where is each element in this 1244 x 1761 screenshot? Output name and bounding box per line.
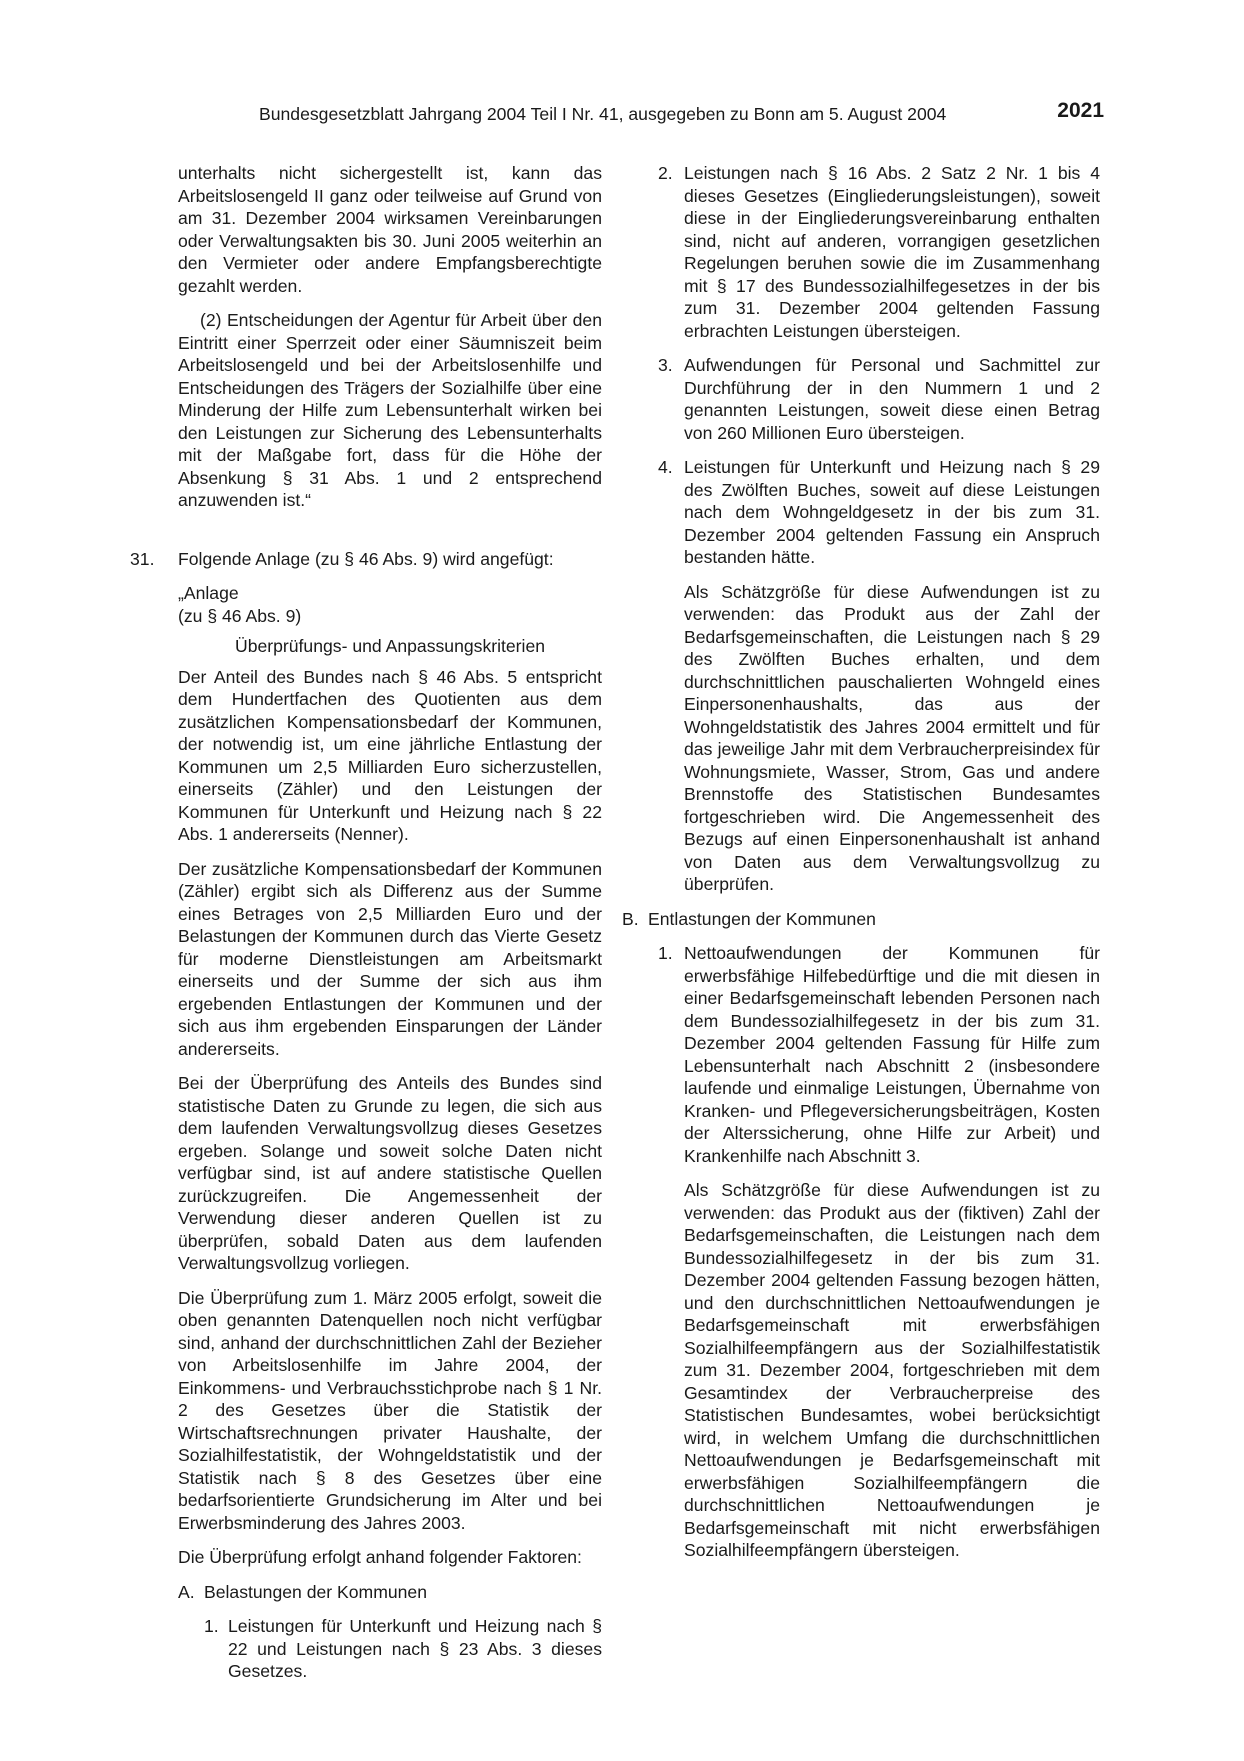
anlage-reference: (zu § 46 Abs. 9): [178, 605, 302, 626]
section-a-item-3: [658, 354, 1100, 444]
item-text: Leistungen für Unterkunft und Heizung nach § 22 und Leistungen nach § 23 Abs. 3 dieses Gesetzes.: [228, 1616, 602, 1681]
item-text: Leistungen für Unterkunft und Heizung nach § 29 des Zwölften Buches, soweit auf diese Leistungen nach dem Wohngeldgesetz in der bis zum 31. Dezember 2004 geltenden Fassung ein Anspruch bestanden hätte.: [684, 457, 1100, 567]
page-number: 2021: [1057, 99, 1104, 122]
section-a-item-2: [658, 162, 1100, 342]
paragraph-continuation: unterhalts nicht sichergestellt ist, kann das Arbeitslosengeld II ganz oder teilweise auf Grund von am 31. Dezember 2004 wirksamen Vereinbarungen oder Verwaltungsakten bis 30. Juni 2005 weiterhin an den Vermieter oder andere Empfangsberechtigte gezahlt werden.: [178, 163, 602, 296]
estimate-paragraph: Als Schätzgröße für diese Aufwendungen ist zu verwenden: das Produkt aus der (fiktiven) Zahl der Bedarfsgemeinschaften, die Leistungen nach dem Bundessozialhilfegesetz in der bis zum 31. Dezember 2004 geltenden Fassung bezogen hätten, und den durchschnittlichen Nettoaufwendungen je Bedarfsgemeinschaft mit erwerbsfähigen Sozialhilfeempfängern aus der Sozialhilfestatistik zum 31. Dezember 2004, fortgeschrieben mit dem Gesamtindex der Verbraucherpreise des Statistischen Bundesamtes, wobei berücksichtigt wird, in welchem Umfang die durchschnittlichen Nettoaufwendungen je Bedarfsgemeinschaft mit erwerbsfähigen Sozialhilfeempfängern die durchschnittlichen Nettoaufwendungen je Bedarfsgemeinschaft mit nicht erwerbsfähigen Sozialhilfeempfängern übersteigen.: [684, 1180, 1100, 1560]
page-header: [0, 99, 1244, 129]
item-text: Folgende Anlage (zu § 46 Abs. 9) wird angefügt:: [178, 548, 554, 569]
section-a-item-4: [658, 456, 1100, 896]
section-title: Entlastungen der Kommunen: [648, 908, 876, 929]
journal-title: Bundesgesetzblatt Jahrgang 2004 Teil I Nr. 41, ausgegeben zu Bonn am 5. August 2004: [259, 104, 947, 124]
paragraph-anteil: Der Anteil des Bundes nach § 46 Abs. 5 entspricht dem Hundertfachen des Quotienten aus dem zusätzlichen Kompensationsbedarf der Kommunen, der notwendig ist, um eine jährliche Entlastung der Kommunen um 2,5 Milliarden Euro sicherzustellen, einerseits (Zähler) und den Leistungen der Kommunen für Unterkunft und Heizung nach § 22 Abs. 1 andererseits (Nenner).: [178, 666, 602, 844]
paragraph-maerz: Die Überprüfung zum 1. März 2005 erfolgt, soweit die oben genannten Datenquellen noch nicht verfügbar sind, anhand der durchschnittlichen Zahl der Bezieher von Arbeitslosenhilfe im Jahre 2004, der Einkommens- und Verbrauchsstichprobe nach § 1 Nr. 2 des Gesetzes über die Statistik der Wirtschaftsrechnungen privater Haushalte, der Sozialhilfestatistik, der Wohngeldstatistik und der Statistik nach § 8 des Gesetzes über eine bedarfsorientierte Grundsicherung im Alter und bei Erwerbsminderung des Jahres 2003.: [178, 1287, 602, 1533]
item-number: 2.: [658, 163, 673, 183]
left-column: [130, 162, 602, 1683]
paragraph-ueberpruefung: Bei der Überprüfung des Anteils des Bundes sind statistische Daten zu Grunde zu legen, die sich aus dem laufenden Verwaltungsvollzug dieses Gesetzes ergeben. Solange und soweit solche Daten nicht verfügbar sind, ist auf andere statistische Quellen zurückzugreifen. Die Angemessenheit der Verwendung dieser anderen Quellen ist zu überprüfen, sobald Daten aus dem laufenden Verwaltungsvollzug vorliegen.: [178, 1073, 602, 1273]
item-number: 4.: [658, 457, 673, 477]
section-letter: A.: [178, 1581, 195, 1602]
item-text: Aufwendungen für Personal und Sachmittel zur Durchführung der in den Nummern 1 und 2 genannten Leistungen, soweit diese einen Betrag von 260 Millionen Euro übersteigen.: [684, 355, 1100, 443]
item-text: Nettoaufwendungen der Kommunen für erwerbsfähige Hilfebedürftige und die mit diesen in einer Bedarfsgemeinschaft lebenden Personen nach dem Bundessozialhilfegesetz in der bis zum 31. Dezember 2004 geltenden Fassung für Hilfe zum Lebensunterhalt nach Abschnitt 2 (insbesondere laufende und einmalige Leistungen, Übernahme von Kranken- und Pflegeversicherungsbeiträgen, Kosten der Alterssicherung, ohne Hilfe zur Arbeit) und Krankenhilfe nach Abschnitt 3.: [684, 943, 1100, 1166]
item-text: Leistungen nach § 16 Abs. 2 Satz 2 Nr. 1 bis 4 dieses Gesetzes (Eingliederungsleistungen), soweit diese in der Eingliederungsvereinbarung enthalten sind, nicht auf anderen, vorrangigen gesetzlichen Regelungen beruhen sowie die im Zusammenhang mit § 17 des Bundessozialhilfegesetzes in der bis zum 31. Dezember 2004 geltenden Fassung erbrachten Leistungen übersteigen.: [684, 163, 1100, 341]
item-number: 1.: [658, 943, 673, 963]
estimate-paragraph: Als Schätzgröße für diese Aufwendungen ist zu verwenden: das Produkt aus der Zahl der Bedarfsgemeinschaften, die Leistungen nach § 29 des Zwölften Buches erhalten, und dem durchschnittlichen pauschalierten Wohngeld eines Einpersonenhaushalts, das aus der Wohngeldstatistik des Jahres 2004 ermittelt und für das jeweilige Jahr mit dem Verbraucherpreisindex für Wohnungsmiete, Wasser, Strom, Gas und andere Brennstoffe des Statistischen Bundesamtes fortgeschrieben wird. Die Angemessenheit des Bezugs auf einen Einpersonenhaushalt ist anhand von Daten aus dem Verwaltungsvollzug zu überprüfen.: [684, 581, 1100, 894]
section-letter: B.: [622, 908, 639, 929]
section-title: Belastungen der Kommunen: [204, 1581, 427, 1602]
section-b-item-1: [658, 942, 1100, 1562]
list-item-31: [130, 548, 602, 1683]
right-column: [622, 162, 1100, 1562]
paragraph-2: (2) Entscheidungen der Agentur für Arbeit über den Eintritt einer Sperrzeit oder einer Säumniszeit beim Arbeitslosengeld und bei der Arbeitslosenhilfe und Entscheidungen des Trägers der Sozialhilfe über eine Minderung der Hilfe zum Lebensunterhalt wirken bei den Leistungen zur Sicherung des Lebensunterhalts mit der Maßgabe fort, dass für die Höhe der Absenkung § 31 Abs. 1 und 2 entsprechend anzuwenden ist.“: [178, 310, 602, 510]
section-a: [178, 1581, 602, 1604]
item-number: 1.: [204, 1616, 219, 1636]
paragraph-kompensation: Der zusätzliche Kompensationsbedarf der Kommunen (Zähler) ergibt sich als Differenz aus der Summe eines Betrages von 2,5 Milliarden Euro und der Belastungen der Kommunen durch das Vierte Gesetz für moderne Dienstleistungen am Arbeitsmarkt einerseits und der Summe der sich aus ihm ergebenden Entlastungen der Kommunen und der sich aus ihm ergebenden Einsparungen der Länder andererseits.: [178, 858, 602, 1059]
section-a-item-1: [204, 1615, 602, 1683]
item-number: 31.: [130, 548, 155, 569]
item-number: 3.: [658, 355, 673, 375]
anlage-label: „Anlage: [178, 583, 239, 603]
anlage-heading: Überprüfungs- und Anpassungskriterien: [234, 636, 546, 656]
paragraph-faktoren: Die Überprüfung erfolgt anhand folgender Faktoren:: [178, 1547, 582, 1567]
section-b: [622, 908, 1100, 931]
